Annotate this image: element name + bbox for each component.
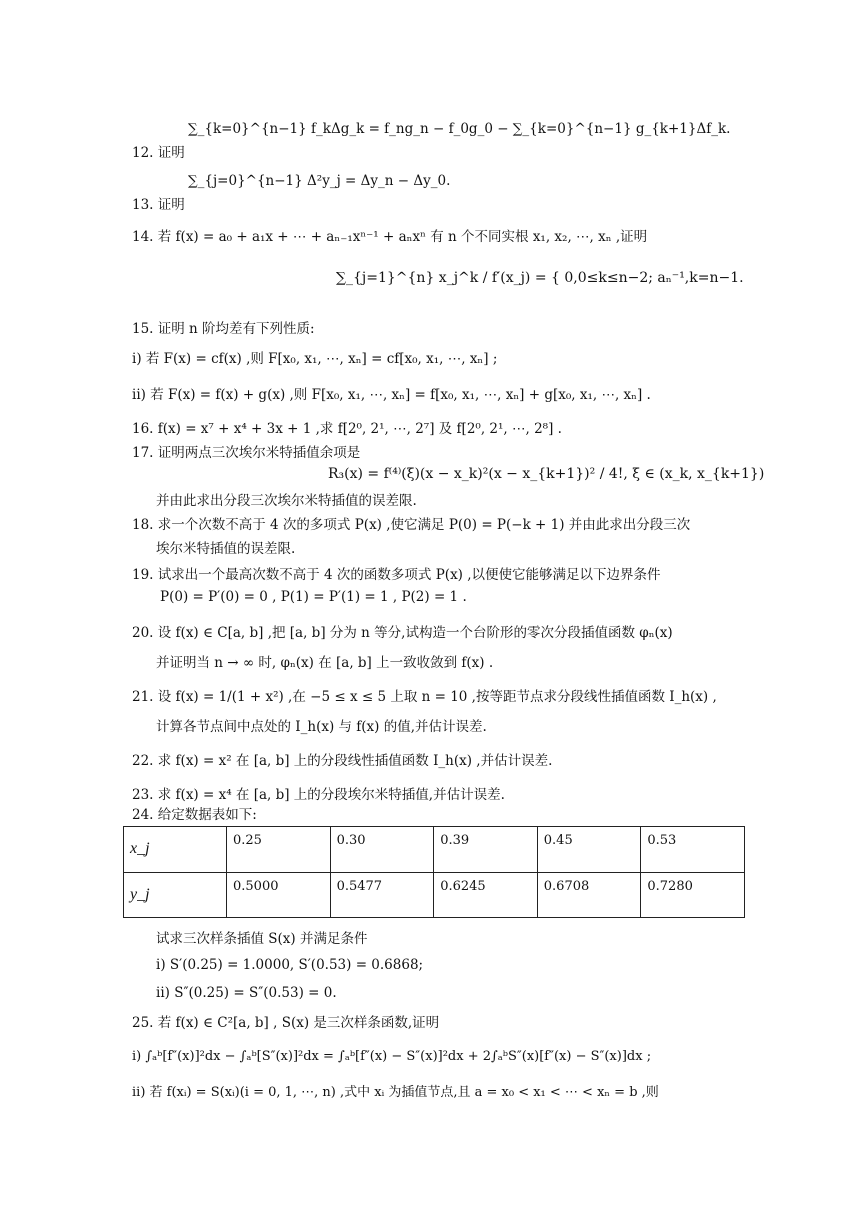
problem-13-label: 13. 证明	[132, 197, 185, 213]
problem-24-continued: 试求三次样条插值 S(x) 并满足条件	[156, 931, 368, 947]
problem-14: 14. 若 f(x) = a₀ + a₁x + ⋯ + aₙ₋₁xⁿ⁻¹ + aₙxⁿ 有 n 个不同实根 x₁, x₂, ⋯, xₙ ,证明	[132, 229, 648, 245]
x-j-label: x_j	[130, 840, 150, 858]
y-j-label: y_j	[130, 885, 150, 903]
formula-12: ∑_{k=0}^{n−1} f_kΔg_k = f_ng_n − f_0g_0 − ∑_{k=0}^{n−1} g_{k+1}Δf_k.	[188, 121, 731, 137]
problem-18-continued: 埃尔米特插值的误差限.	[156, 541, 296, 557]
problem-20-continued: 并证明当 n → ∞ 时, φₙ(x) 在 [a, b] 上一致收敛到 f(x) .	[156, 655, 494, 671]
table-header-y	[124, 872, 227, 918]
data-table	[123, 826, 745, 918]
problem-21: 21. 设 f(x) = 1/(1 + x²) ,在 −5 ≤ x ≤ 5 上取 n = 10 ,按等距节点求分段线性插值函数 I_h(x) ,	[132, 689, 717, 705]
problem-25: 25. 若 f(x) ∈ C²[a, b] , S(x) 是三次样条函数,证明	[132, 1015, 440, 1031]
problem-17-continued: 并由此求出分段三次埃尔米特插值的误差限.	[156, 493, 417, 509]
table-cell: 0.30	[330, 827, 434, 873]
problem-25-i: i) ∫ₐᵇ[f″(x)]²dx − ∫ₐᵇ[S″(x)]²dx = ∫ₐᵇ[f″(x) − S″(x)]²dx + 2∫ₐᵇS″(x)[f″(x) − S″(x)]dx ;	[132, 1049, 652, 1064]
problem-15-ii: ii) 若 F(x) = f(x) + g(x) ,则 F[x₀, x₁, ⋯, xₙ] = f[x₀, x₁, ⋯, xₙ] + g[x₀, x₁, ⋯, xₙ] .	[132, 387, 651, 403]
problem-15: 15. 证明 n 阶均差有下列性质:	[132, 321, 315, 337]
table-cell: 0.25	[227, 827, 331, 873]
problem-17: 17. 证明两点三次埃尔米特插值余项是	[132, 445, 361, 461]
problem-20: 20. 设 f(x) ∈ C[a, b] ,把 [a, b] 分为 n 等分,试构造一个台阶形的零次分段插值函数 φₙ(x)	[132, 625, 673, 641]
table-cell: 0.6708	[537, 872, 641, 918]
table-cell: 0.5000	[227, 872, 331, 918]
table-cell: 0.7280	[641, 872, 745, 918]
table-cell: 0.5477	[330, 872, 434, 918]
formula-17: R₃(x) = f⁽⁴⁾(ξ)(x − x_k)²(x − x_{k+1})² / 4!, ξ ∈ (x_k, x_{k+1})	[328, 466, 765, 482]
problem-19-conditions: P(0) = P′(0) = 0 , P(1) = P′(1) = 1 , P(2) = 1 .	[160, 589, 467, 605]
problem-12-label: 12. 证明	[132, 145, 185, 161]
table-header-x	[124, 827, 227, 873]
problem-22: 22. 求 f(x) = x² 在 [a, b] 上的分段线性插值函数 I_h(x) ,并估计误差.	[132, 753, 553, 769]
formula-13: ∑_{j=0}^{n−1} Δ²y_j = Δy_n − Δy_0.	[188, 173, 451, 189]
table-cell: 0.39	[434, 827, 538, 873]
problem-21-continued: 计算各节点间中点处的 I_h(x) 与 f(x) 的值,并估计误差.	[156, 719, 487, 735]
problem-18: 18. 求一个次数不高于 4 次的多项式 P(x) ,使它满足 P(0) = P(−k + 1) 并由此求出分段三次	[132, 517, 691, 533]
table-cell: 0.53	[641, 827, 745, 873]
problem-23: 23. 求 f(x) = x⁴ 在 [a, b] 上的分段埃尔米特插值,并估计误差.	[132, 787, 505, 803]
table-row-y	[124, 872, 745, 918]
problem-16: 16. f(x) = x⁷ + x⁴ + 3x + 1 ,求 f[2⁰, 2¹, ⋯, 2⁷] 及 f[2⁰, 2¹, ⋯, 2⁸] .	[132, 421, 562, 437]
problem-24: 24. 给定数据表如下:	[132, 807, 257, 823]
problem-24-i: i) S′(0.25) = 1.0000, S′(0.53) = 0.6868;	[156, 957, 424, 973]
problem-15-i: i) 若 F(x) = cf(x) ,则 F[x₀, x₁, ⋯, xₙ] = cf[x₀, x₁, ⋯, xₙ] ;	[132, 351, 498, 367]
problem-19: 19. 试求出一个最高次数不高于 4 次的函数多项式 P(x) ,以便使它能够满足以下边界条件	[132, 567, 661, 583]
problem-25-ii: ii) 若 f(xᵢ) = S(xᵢ)(i = 0, 1, ⋯, n) ,式中 xᵢ 为插值节点,且 a = x₀ < x₁ < ⋯ < xₙ = b ,则	[132, 1085, 659, 1100]
table-cell: 0.45	[537, 827, 641, 873]
table-row-x	[124, 827, 745, 873]
formula-14: ∑_{j=1}^{n} x_j^k / f′(x_j) = { 0,0≤k≤n−2; aₙ⁻¹,k=n−1.	[336, 270, 744, 286]
table-cell: 0.6245	[434, 872, 538, 918]
problem-24-ii: ii) S″(0.25) = S″(0.53) = 0.	[156, 985, 337, 1001]
